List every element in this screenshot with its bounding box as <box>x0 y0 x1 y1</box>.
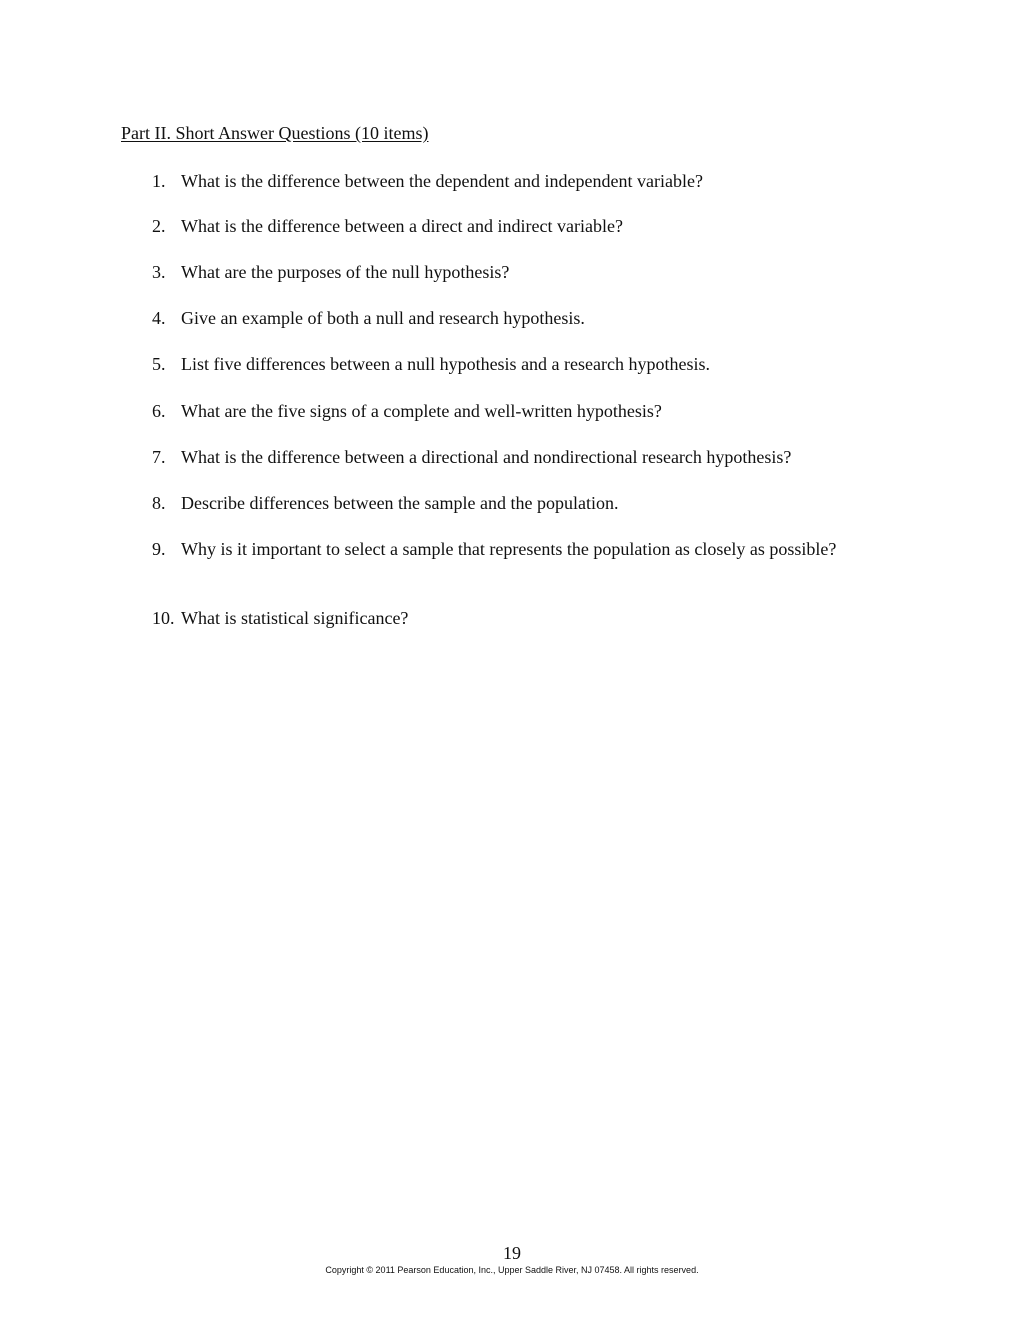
question-number: 10. <box>152 608 175 628</box>
question-text: What are the purposes of the null hypothesis? <box>181 262 510 282</box>
question-number: 8. <box>152 493 166 513</box>
page-number: 19 <box>503 1243 521 1263</box>
question-text: What are the five signs of a complete and well-written hypothesis? <box>181 401 662 421</box>
question-number: 4. <box>152 308 166 328</box>
copyright-notice: Copyright © 2011 Pearson Education, Inc., Upper Saddle River, NJ 07458. All rights reserved. <box>325 1265 699 1275</box>
question-number: 3. <box>152 262 166 282</box>
question-text: Why is it important to select a sample that represents the population as closely as possible? <box>181 539 837 559</box>
question-number: 1. <box>152 171 166 191</box>
question-number: 6. <box>152 401 166 421</box>
question-number: 7. <box>152 447 166 467</box>
question-text: What is statistical significance? <box>181 608 409 628</box>
question-number: 2. <box>152 216 166 236</box>
question-number: 5. <box>152 354 166 374</box>
question-text: Describe differences between the sample and the population. <box>181 493 619 513</box>
question-text: What is the difference between a direct and indirect variable? <box>181 216 623 236</box>
question-text: List five differences between a null hypothesis and a research hypothesis. <box>181 354 710 374</box>
question-number: 9. <box>152 539 166 559</box>
question-text: Give an example of both a null and research hypothesis. <box>181 308 585 328</box>
section-heading: Part II. Short Answer Questions (10 items) <box>121 123 429 143</box>
question-text: What is the difference between a directional and nondirectional research hypothesis? <box>181 447 792 467</box>
question-text: What is the difference between the dependent and independent variable? <box>181 171 703 191</box>
